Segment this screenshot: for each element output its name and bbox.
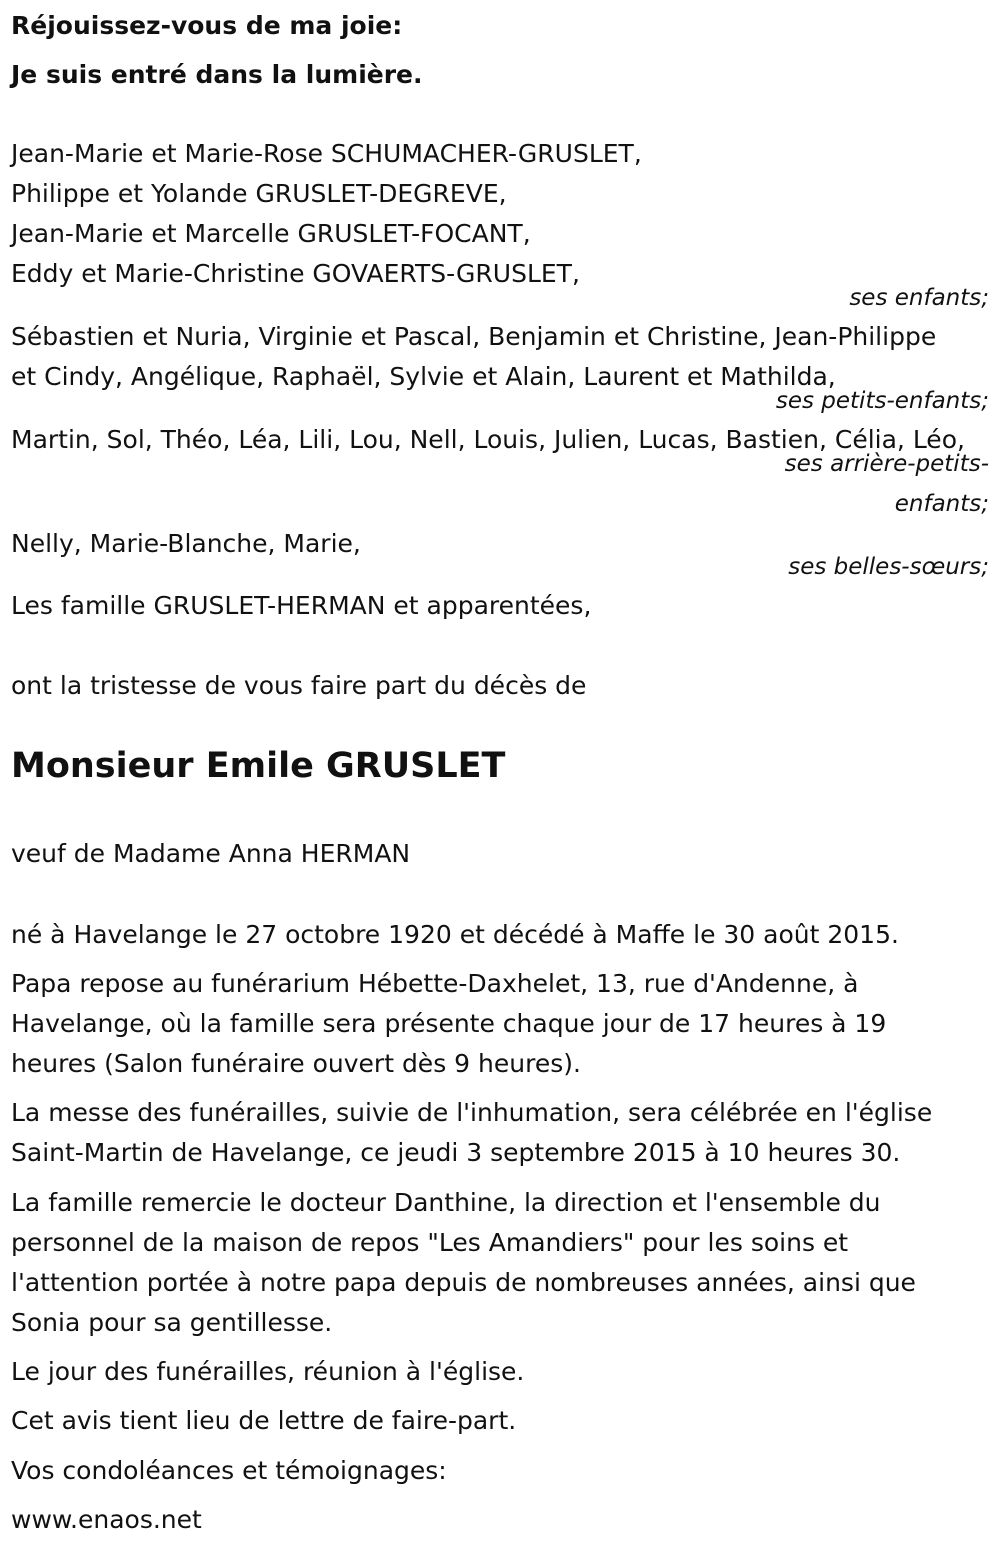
children-line: Eddy et Marie-Christine GOVAERTS-GRUSLET, [11,259,580,288]
grandchildren-line: Sébastien et Nuria, Virginie et Pascal, Benjamin et Christine, Jean-Philippe [11,322,937,351]
thanks-line: Sonia pour sa gentillesse. [11,1308,333,1337]
thanks-line: l'attention portée à notre papa depuis de nombreuses années, ainsi que [11,1268,916,1297]
gathering-line: Le jour des funérailles, réunion à l'église. [11,1357,525,1386]
rest-line: Papa repose au funérarium Hébette-Daxhelet, 13, rue d'Andenne, à [11,969,859,998]
birth-death-line: né à Havelange le 27 octobre 1920 et décédé à Maffe le 30 août 2015. [11,920,899,949]
announcement: ont la tristesse de vous faire part du décès de [11,671,587,700]
mass-line: Saint-Martin de Havelange, ce jeudi 3 septembre 2015 à 10 heures 30. [11,1138,901,1167]
grandchildren-line: et Cindy, Angélique, Raphaël, Sylvie et Alain, Laurent et Mathilda, [11,362,836,391]
children-line: Jean-Marie et Marcelle GRUSLET-FOCANT, [11,219,531,248]
children-line: Philippe et Yolande GRUSLET-DEGREVE, [11,179,507,208]
epigraph-line-2: Je suis entré dans la lumière. [11,60,423,89]
epigraph-line-1: Réjouissez-vous de ma joie: [11,11,403,40]
mass-line: La messe des funérailles, suivie de l'inhumation, sera célébrée en l'église [11,1098,933,1127]
website-link[interactable]: www.enaos.net [11,1505,202,1534]
children-line: Jean-Marie et Marie-Rose SCHUMACHER-GRUSLET, [11,139,642,168]
families-line: Les famille GRUSLET-HERMAN et apparentées, [11,591,592,620]
sisters-in-law-role: ses belles-sœurs; [788,554,989,580]
grandchildren-role: ses petits-enfants; [775,388,989,414]
thanks-line: La famille remercie le docteur Danthine, la direction et l'ensemble du [11,1188,881,1217]
thanks-line: personnel de la maison de repos "Les Amandiers" pour les soins et [11,1228,849,1257]
children-role: ses enfants; [849,285,989,311]
condolences-line: Vos condoléances et témoignages: [11,1456,447,1485]
sisters-in-law-line: Nelly, Marie-Blanche, Marie, [11,529,361,558]
deceased-name: Monsieur Emile GRUSLET [11,746,506,786]
great-grandchildren-role: ses arrière-petits- [784,451,989,477]
great-grandchildren-role-cont: enfants; [894,491,989,517]
notice-line: Cet avis tient lieu de lettre de faire-part. [11,1406,517,1435]
widower-line: veuf de Madame Anna HERMAN [11,839,411,868]
great-grandchildren-line: Martin, Sol, Théo, Léa, Lili, Lou, Nell, Louis, Julien, Lucas, Bastien, Célia, Léo, [11,425,965,454]
rest-line: heures (Salon funéraire ouvert dès 9 heures). [11,1049,581,1078]
rest-line: Havelange, où la famille sera présente chaque jour de 17 heures à 19 [11,1009,887,1038]
